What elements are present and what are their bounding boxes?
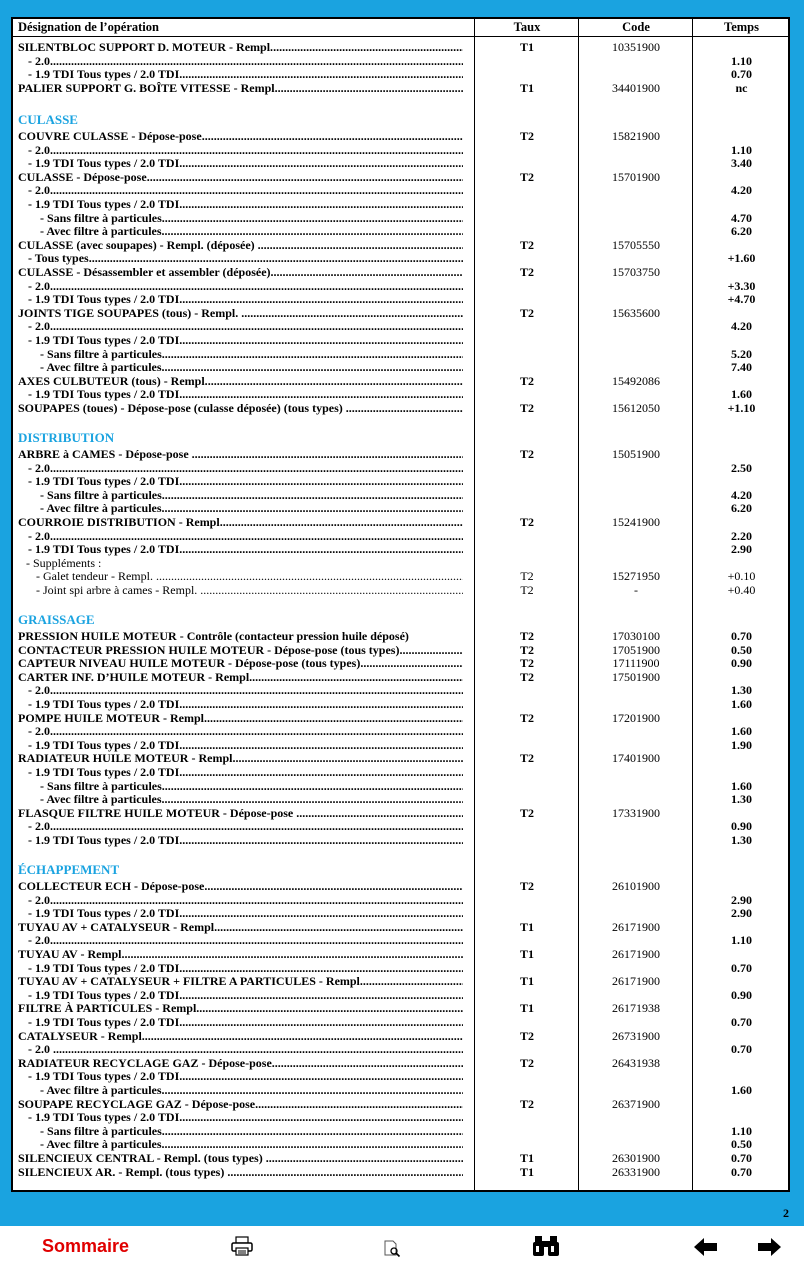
table-row (13, 388, 788, 402)
table-row (13, 198, 788, 212)
operation-taux: T1 (519, 80, 534, 95)
operation-designation: - 1.9 TDI Tous types / 2.0 TDI ..... (28, 157, 463, 171)
operation-temps: 0.70 (731, 1151, 752, 1165)
table-row (13, 712, 788, 726)
operation-temps: 1.90 (731, 737, 752, 752)
operation-temps: 6.20 (731, 501, 752, 516)
operation-designation: - Avec filtre à particules ..... (40, 361, 463, 375)
table-row (13, 239, 788, 253)
operation-designation: - 1.9 TDI Tous types / 2.0 TDI ..... (28, 962, 463, 976)
operation-taux: T2 (519, 237, 534, 252)
section-heading: CULASSE (18, 112, 78, 127)
operation-temps: 1.60 (731, 1083, 752, 1097)
operation-code: 26371900 (612, 1096, 660, 1111)
operation-temps: 1.30 (731, 683, 752, 698)
operation-taux: T2 (519, 447, 534, 461)
operation-temps: 4.70 (731, 210, 752, 225)
operation-designation: - Sans filtre à particules ..... (40, 780, 463, 794)
table-row (13, 489, 788, 503)
operation-code: 26431938 (612, 1055, 660, 1070)
table-row (13, 144, 788, 158)
table-row (13, 1057, 788, 1071)
operation-taux: T2 (519, 751, 534, 766)
table-row (13, 907, 788, 921)
operation-code: 15271950 (612, 569, 660, 584)
operation-designation: - 2.0 ..... (28, 530, 463, 544)
operation-temps: +0.40 (727, 583, 756, 597)
operation-designation: - Tous types ..... (28, 252, 463, 266)
operation-designation: COURROIE DISTRIBUTION - Rempl. ..... (18, 516, 463, 530)
operation-taux: T2 (520, 583, 534, 597)
table-row (13, 557, 788, 571)
operation-taux: T2 (520, 569, 534, 584)
table-row (13, 1070, 788, 1084)
table-row (13, 157, 788, 171)
table-row (13, 894, 788, 908)
header-taux: Taux (513, 20, 541, 34)
table-row (13, 880, 788, 894)
table-row (13, 934, 788, 948)
table-row (13, 584, 788, 598)
table-row (13, 570, 788, 584)
operation-code: 17501900 (612, 669, 660, 684)
operation-temps: 0.70 (731, 629, 752, 643)
operation-designation: - 1.9 TDI Tous types / 2.0 TDI ..... (28, 334, 463, 348)
table-row (13, 130, 788, 144)
operation-designation: - 2.0 ..... (28, 934, 463, 948)
table-row (13, 948, 788, 962)
operation-designation: CULASSE - Dépose-pose ..... (18, 171, 463, 185)
operation-designation: - Avec filtre à particules ..... (40, 225, 463, 239)
operation-temps: 2.90 (731, 542, 752, 557)
operation-designation: CARTER INF. D’HUILE MOTEUR - Rempl. ..... (18, 671, 463, 685)
search-document-icon[interactable] (384, 1240, 402, 1263)
operation-designation: - 2.0 ..... (28, 820, 463, 834)
operation-designation: JOINTS TIGE SOUPAPES (tous) - Rempl. ..... (18, 307, 463, 321)
operation-temps: 1.30 (731, 792, 752, 807)
operation-taux: T2 (519, 265, 534, 279)
arrow-left-icon[interactable] (694, 1238, 718, 1261)
operation-temps: +3.30 (727, 278, 756, 293)
operation-designation: - 1.9 TDI Tous types / 2.0 TDI ..... (28, 543, 463, 557)
table-row (13, 1138, 788, 1152)
operation-designation: CULASSE (avec soupapes) - Rempl. (déposée) ..... (18, 239, 463, 253)
table-row (13, 766, 788, 780)
operation-designation: - 2.0 ..... (28, 280, 463, 294)
table-row (13, 212, 788, 226)
operation-temps: 7.40 (731, 360, 752, 375)
operation-temps: 0.70 (731, 1042, 752, 1057)
table-row (13, 68, 788, 82)
table-row (13, 530, 788, 544)
operation-temps: 1.10 (731, 933, 752, 948)
arrow-right-icon[interactable] (757, 1238, 781, 1261)
operation-taux: T1 (519, 974, 534, 989)
operation-temps: 1.60 (731, 387, 752, 402)
operation-code: 26171900 (612, 974, 660, 989)
operation-taux: T2 (519, 669, 534, 684)
operation-designation: - 1.9 TDI Tous types / 2.0 TDI ..... (28, 293, 463, 307)
table-row (13, 516, 788, 530)
operation-designation: - 1.9 TDI Tous types / 2.0 TDI ..... (28, 1111, 463, 1125)
table-row (13, 502, 788, 516)
table-row (13, 320, 788, 334)
operation-taux: T1 (519, 40, 534, 54)
operation-temps: 2.50 (731, 460, 752, 475)
table-row (13, 280, 788, 294)
operation-temps: 1.60 (731, 724, 752, 739)
operation-code: 17201900 (612, 710, 660, 725)
operation-taux: T2 (519, 1055, 534, 1070)
operation-temps: 1.10 (731, 53, 752, 68)
operation-designation: - 2.0 ..... (28, 462, 463, 476)
operation-designation: FILTRE À PARTICULES - Rempl. ..... (18, 1002, 463, 1016)
operation-designation: - 2.0 ..... (28, 684, 463, 698)
operation-temps: 0.70 (731, 67, 752, 82)
operation-taux: T2 (519, 656, 534, 671)
operation-code: 15492086 (612, 373, 660, 388)
operation-temps: 4.20 (731, 183, 752, 198)
table-row (13, 41, 788, 55)
operation-temps: 2.90 (731, 892, 752, 907)
operation-designation: SILENCIEUX CENTRAL - Rempl. (tous types) ..... (18, 1152, 463, 1166)
table-row (13, 820, 788, 834)
table-row (13, 543, 788, 557)
operation-taux: T2 (519, 642, 534, 657)
operation-temps: 1.10 (731, 1123, 752, 1138)
operation-taux: T2 (519, 129, 534, 143)
operation-designation: - Suppléments : (26, 556, 102, 570)
operation-designation: - 2.0 ..... (28, 55, 463, 69)
operation-designation: - 1.9 TDI Tous types / 2.0 TDI ..... (28, 475, 463, 489)
operation-temps: 0.70 (731, 1015, 752, 1029)
operation-code: 26301900 (612, 1151, 660, 1165)
operation-designation: - 1.9 TDI Tous types / 2.0 TDI ..... (28, 1070, 463, 1084)
operation-designation: - 1.9 TDI Tous types / 2.0 TDI ..... (28, 834, 463, 848)
operation-designation: - 1.9 TDI Tous types / 2.0 TDI ..... (28, 907, 463, 921)
operation-temps: 0.50 (731, 1137, 752, 1152)
operation-designation: COUVRE CULASSE - Dépose-pose ..... (18, 130, 463, 144)
operation-code: 15701900 (612, 169, 660, 184)
operation-code: 15635600 (612, 305, 660, 320)
operation-taux: T2 (519, 879, 534, 893)
operation-temps: 0.70 (731, 1164, 752, 1179)
table-row (13, 793, 788, 807)
operation-designation: TUYAU AV + CATALYSEUR - Rempl ..... (18, 921, 463, 935)
operation-temps: 4.20 (731, 487, 752, 502)
sommaire-link[interactable]: Sommaire (42, 1236, 130, 1256)
operation-code: 17051900 (612, 642, 660, 657)
table-row (13, 834, 788, 848)
operation-designation: ARBRE à CAMES - Dépose-pose ..... (18, 448, 463, 462)
section-heading: ÉCHAPPEMENT (18, 862, 120, 877)
operation-temps: 0.50 (731, 642, 752, 657)
operation-designation: POMPE HUILE MOTEUR - Rempl. ..... (18, 712, 463, 726)
operation-temps: 2.90 (731, 906, 752, 921)
operation-taux: T1 (519, 1151, 534, 1165)
table-row (13, 171, 788, 185)
page-number: 2 (783, 1206, 789, 1220)
operation-taux: T2 (519, 710, 534, 725)
table-row (13, 448, 788, 462)
table-row (13, 989, 788, 1003)
operation-designation: RADIATEUR RECYCLAGE GAZ - Dépose-pose ..... (18, 1057, 463, 1071)
header-designation: Désignation de l’opération (18, 20, 159, 34)
table-row (13, 1002, 788, 1016)
table-row (13, 1016, 788, 1030)
operation-temps: +0.10 (727, 569, 756, 584)
table-row (13, 361, 788, 375)
operation-designation: - Sans filtre à particules ..... (40, 348, 463, 362)
table-row (13, 375, 788, 389)
table-row (13, 1084, 788, 1098)
operation-temps: 0.90 (731, 656, 752, 671)
table-row (13, 1111, 788, 1125)
operation-temps: nc (735, 80, 748, 95)
operation-designation: - 1.9 TDI Tous types / 2.0 TDI ..... (28, 766, 463, 780)
operation-designation: COLLECTEUR ECH - Dépose-pose ..... (18, 880, 463, 894)
operation-designation: SOUPAPE RECYCLAGE GAZ - Dépose-pose ..... (18, 1098, 463, 1112)
table-row (13, 644, 788, 658)
table-row (13, 630, 788, 644)
operation-code: 17111900 (612, 656, 660, 671)
operation-temps: 5.20 (731, 346, 752, 361)
operation-code: 10351900 (612, 40, 660, 54)
operation-code: 15612050 (612, 401, 660, 415)
table-row (13, 225, 788, 239)
operation-designation: - 1.9 TDI Tous types / 2.0 TDI ..... (28, 198, 463, 212)
table-row (13, 462, 788, 476)
operation-designation: - Avec filtre à particules ..... (40, 502, 463, 516)
operation-temps: +1.60 (727, 251, 756, 266)
operation-designation: TUYAU AV + CATALYSEUR + FILTRE A PARTICULES - Rempl ..... (18, 975, 463, 989)
operation-designation: - 2.0 ..... (28, 725, 463, 739)
operation-taux: T2 (519, 515, 534, 529)
operation-taux: T1 (519, 919, 534, 934)
operation-code: 17401900 (612, 751, 660, 766)
section-heading: DISTRIBUTION (18, 430, 115, 445)
print-icon[interactable] (231, 1236, 253, 1261)
operation-taux: T2 (519, 1096, 534, 1111)
header-code: Code (622, 20, 650, 34)
operation-designation: - Sans filtre à particules ..... (40, 1125, 463, 1139)
table-row (13, 807, 788, 821)
operation-designation: FLASQUE FILTRE HUILE MOTEUR - Dépose-pose ..... (18, 807, 463, 821)
table-row (13, 657, 788, 671)
table-row (13, 962, 788, 976)
operation-code: 15241900 (612, 515, 660, 529)
operation-taux: T2 (519, 1028, 534, 1043)
table-row (13, 671, 788, 685)
operation-temps: 1.30 (731, 833, 752, 847)
table-row (13, 725, 788, 739)
table-row (13, 1098, 788, 1112)
operation-designation: - Sans filtre à particules ..... (40, 212, 463, 226)
table-row (13, 1152, 788, 1166)
operation-temps: 2.20 (731, 528, 752, 543)
operation-designation: - Galet tendeur - Rempl. ..... (36, 570, 463, 584)
table-row (13, 1125, 788, 1139)
table-row (13, 348, 788, 362)
operation-temps: 1.60 (731, 697, 752, 711)
operation-temps: 0.90 (731, 819, 752, 834)
table-row (13, 739, 788, 753)
table-row (13, 334, 788, 348)
operation-designation: - Avec filtre à particules ..... (40, 1138, 463, 1152)
operation-taux: T1 (519, 1001, 534, 1016)
operation-designation: SILENCIEUX AR. - Rempl. (tous types) ..... (18, 1166, 463, 1180)
operation-temps: 6.20 (731, 224, 752, 239)
operation-designation: - 1.9 TDI Tous types / 2.0 TDI ..... (28, 739, 463, 753)
operation-designation: - 2.0 ..... (28, 184, 463, 198)
operation-designation: PRESSION HUILE MOTEUR - Contrôle (contacteur pression huile déposé) (18, 630, 409, 643)
table-row (13, 184, 788, 198)
table-row (13, 698, 788, 712)
operation-designation: AXES CULBUTEUR (tous) - Rempl. ..... (18, 375, 463, 389)
table-row (13, 975, 788, 989)
table-header (13, 19, 788, 37)
operation-code: - (634, 583, 638, 597)
operation-designation: TUYAU AV - Rempl ..... (18, 948, 463, 962)
table-row (13, 252, 788, 266)
operation-designation: - 1.9 TDI Tous types / 2.0 TDI ..... (28, 698, 463, 712)
operation-code: 15705550 (612, 237, 660, 252)
operation-designation: - 2.0 ..... (28, 894, 463, 908)
header-temps: Temps (724, 20, 759, 34)
operation-code: 15051900 (612, 447, 660, 461)
operation-taux: T2 (519, 305, 534, 320)
table-row (13, 1043, 788, 1057)
operation-temps: +4.70 (727, 292, 756, 307)
binoculars-icon[interactable] (532, 1235, 560, 1262)
operation-designation: CULASSE - Désassembler et assembler (déposée) ..... (18, 266, 463, 280)
operation-designation: - Avec filtre à particules ..... (40, 793, 463, 807)
operation-designation: CAPTEUR NIVEAU HUILE MOTEUR - Dépose-pose (tous types) ..... (18, 657, 463, 671)
operation-temps: 4.20 (731, 319, 752, 334)
operation-designation: - 1.9 TDI Tous types / 2.0 TDI ..... (28, 1016, 463, 1030)
table-row (13, 293, 788, 307)
table-row (13, 402, 788, 416)
operation-designation: - 2.0 ..... (28, 144, 463, 158)
operation-taux: T2 (519, 401, 534, 415)
section-heading: GRAISSAGE (18, 612, 95, 627)
table-row (13, 1166, 788, 1180)
operation-designation: SILENTBLOC SUPPORT D. MOTEUR - Rempl. ..... (18, 41, 463, 55)
operation-code: 15703750 (612, 265, 660, 279)
operation-temps: 1.60 (731, 778, 752, 793)
operation-designation: - 2.0 ..... (28, 320, 463, 334)
table-row (13, 780, 788, 794)
operation-code: 26101900 (612, 879, 660, 893)
operation-designation: - 1.9 TDI Tous types / 2.0 TDI ..... (28, 388, 463, 402)
operation-taux: T2 (519, 169, 534, 184)
operation-designation: PALIER SUPPORT G. BOÎTE VITESSE - Rempl. ..... (18, 82, 463, 96)
table-row (13, 684, 788, 698)
operation-taux: T1 (519, 947, 534, 961)
bottom-nav-bar (0, 1226, 804, 1267)
operation-taux: T2 (519, 805, 534, 820)
operation-designation: - Avec filtre à particules ..... (40, 1084, 463, 1098)
operation-code: 26171938 (612, 1001, 660, 1016)
operation-temps: +1.10 (727, 401, 756, 415)
operation-code: 26171900 (612, 947, 660, 961)
operation-code: 15821900 (612, 129, 660, 143)
operation-designation: CONTACTEUR PRESSION HUILE MOTEUR - Dépose-pose (tous types) ..... (18, 644, 463, 658)
operation-temps: 1.10 (731, 142, 752, 157)
table-row (13, 82, 788, 96)
operation-code: 34401900 (612, 80, 660, 95)
operation-code: 26171900 (612, 919, 660, 934)
table-row (13, 921, 788, 935)
table-row (13, 475, 788, 489)
operation-designation: - Joint spi arbre à cames - Rempl. ..... (36, 584, 463, 598)
operation-taux: T1 (519, 1164, 534, 1179)
operation-temps: 3.40 (731, 156, 752, 171)
operation-temps: 0.90 (731, 987, 752, 1002)
operation-designation: - Sans filtre à particules ..... (40, 489, 463, 503)
operation-code: 17331900 (612, 805, 660, 820)
operation-temps: 0.70 (731, 960, 752, 975)
operation-designation: - 1.9 TDI Tous types / 2.0 TDI ..... (28, 68, 463, 82)
operation-designation: CATALYSEUR - Rempl ..... (18, 1030, 463, 1044)
table-row (13, 55, 788, 69)
operation-designation: SOUPAPES (toues) - Dépose-pose (culasse déposée) (tous types) ..... (18, 402, 463, 416)
operation-taux: T2 (519, 373, 534, 388)
operation-designation: - 2.0 ..... (28, 1043, 463, 1057)
table-row (13, 1030, 788, 1044)
operation-designation: RADIATEUR HUILE MOTEUR - Rempl. ..... (18, 752, 463, 766)
operations-table (11, 17, 790, 1192)
operation-code: 17030100 (612, 629, 660, 643)
table-row (13, 752, 788, 766)
operation-code: 26331900 (612, 1164, 660, 1179)
operation-code: 26731900 (612, 1028, 660, 1043)
table-row (13, 307, 788, 321)
table-row (13, 266, 788, 280)
operation-designation: - 1.9 TDI Tous types / 2.0 TDI ..... (28, 989, 463, 1003)
operation-taux: T2 (519, 629, 534, 643)
